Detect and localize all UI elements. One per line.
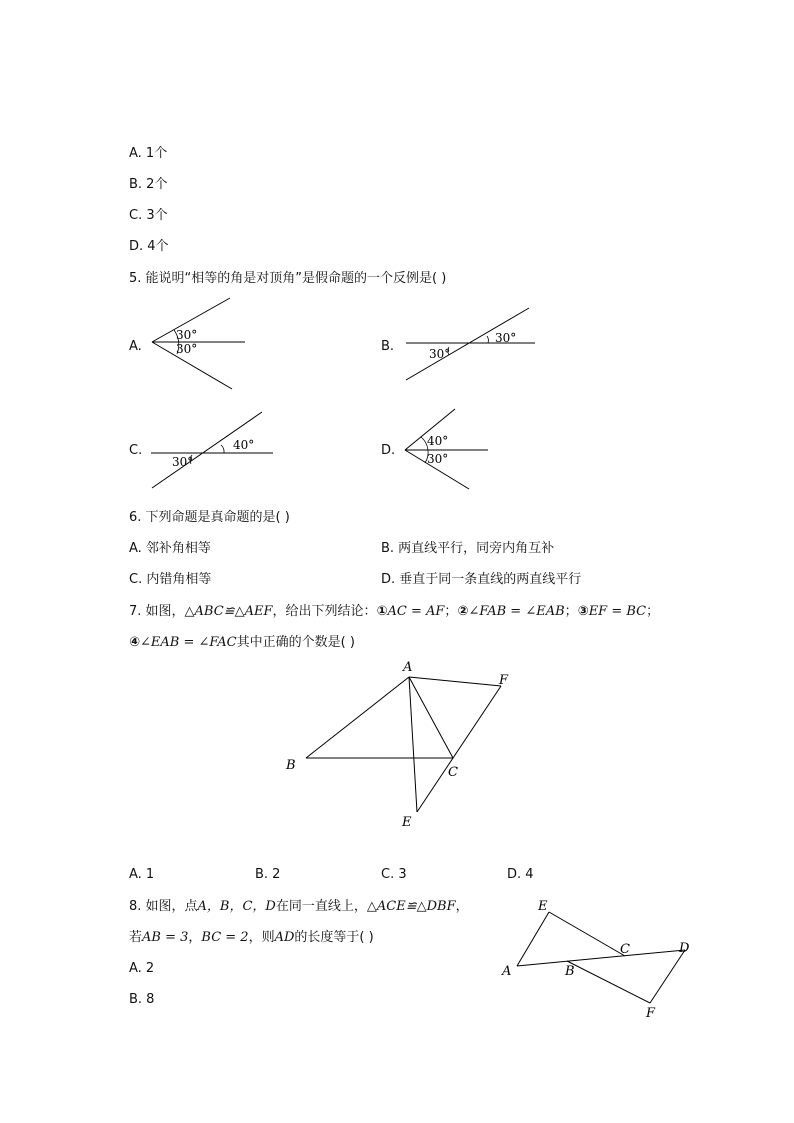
q6-stem: 6. 下列命题是真命题的是( ) — [129, 510, 290, 525]
q8-option-a: A. 2 — [129, 961, 155, 976]
q8-stem-line1: 8. 如图，点A，B，C，D在同一直线上，△ACE≌△DBF， — [129, 899, 469, 914]
q4-option-c: C. 3个 — [129, 208, 168, 223]
q5-figure-c — [148, 410, 278, 492]
q6-option-d: D. 垂直于同一条直线的两直线平行 — [381, 572, 582, 587]
q5-label-a: A. — [129, 339, 142, 354]
q5-stem: 5. 能说明“相等的角是对顶角”是假命题的一个反例是( ) — [129, 271, 447, 286]
q8-figure — [495, 895, 705, 1025]
q8-point-b: B — [565, 964, 575, 979]
q7-stem: 7. 如图，△ABC≌△AEF，给出下列结论：①AC = AF；②∠FAB = ∠EAB；③EF = BC； — [129, 604, 660, 619]
q8-point-f: F — [646, 1006, 656, 1021]
q4-option-b: B. 2个 — [129, 177, 168, 192]
q8-stem-line2: 若AB = 3，BC = 2，则AD的长度等于( ) — [129, 930, 374, 945]
q7-point-b: B — [286, 758, 296, 773]
q6-option-a: A. 邻补角相等 — [129, 541, 211, 556]
q8-point-c: C — [620, 942, 630, 957]
q7-option-b: B. 2 — [255, 867, 281, 882]
q7-option-d: D. 4 — [507, 867, 534, 882]
q8-point-d: D — [679, 941, 690, 956]
q5-b-angle-right: 30° — [495, 331, 517, 345]
q7-point-c: C — [448, 765, 458, 780]
q7-option-a: A. 1 — [129, 867, 155, 882]
q7-point-a: A — [403, 660, 413, 675]
q5-figure-a — [145, 295, 255, 395]
q7-option-c: C. 3 — [381, 867, 407, 882]
q8-option-b: B. 8 — [129, 992, 155, 1007]
q7-point-e: E — [402, 815, 412, 830]
q4-option-d: D. 4个 — [129, 239, 169, 254]
q5-c-angle-right: 40° — [233, 438, 255, 452]
q5-a-angle-top: 30° — [176, 328, 198, 342]
q5-d-angle-top: 40° — [427, 434, 449, 448]
q5-label-d: D. — [381, 443, 396, 458]
q5-c-angle-left: 30° — [172, 455, 194, 469]
q5-d-angle-bottom: 30° — [427, 452, 449, 466]
q6-option-b: B. 两直线平行，同旁内角互补 — [381, 541, 555, 556]
q7-stem-line2: ④∠EAB = ∠FAC其中正确的个数是( ) — [129, 635, 355, 650]
q4-option-a: A. 1个 — [129, 146, 168, 161]
q8-point-a: A — [502, 964, 512, 979]
q5-figure-d — [400, 405, 495, 495]
q7-point-f: F — [499, 673, 509, 688]
q5-b-angle-left: 30° — [429, 347, 451, 361]
q7-figure — [280, 658, 520, 833]
q6-option-c: C. 内错角相等 — [129, 572, 212, 587]
q5-label-c: C. — [129, 443, 143, 458]
q5-figure-b — [400, 305, 540, 385]
q8-point-e: E — [538, 899, 548, 914]
q5-label-b: B. — [381, 339, 395, 354]
q5-a-angle-bottom: 30° — [176, 342, 198, 356]
